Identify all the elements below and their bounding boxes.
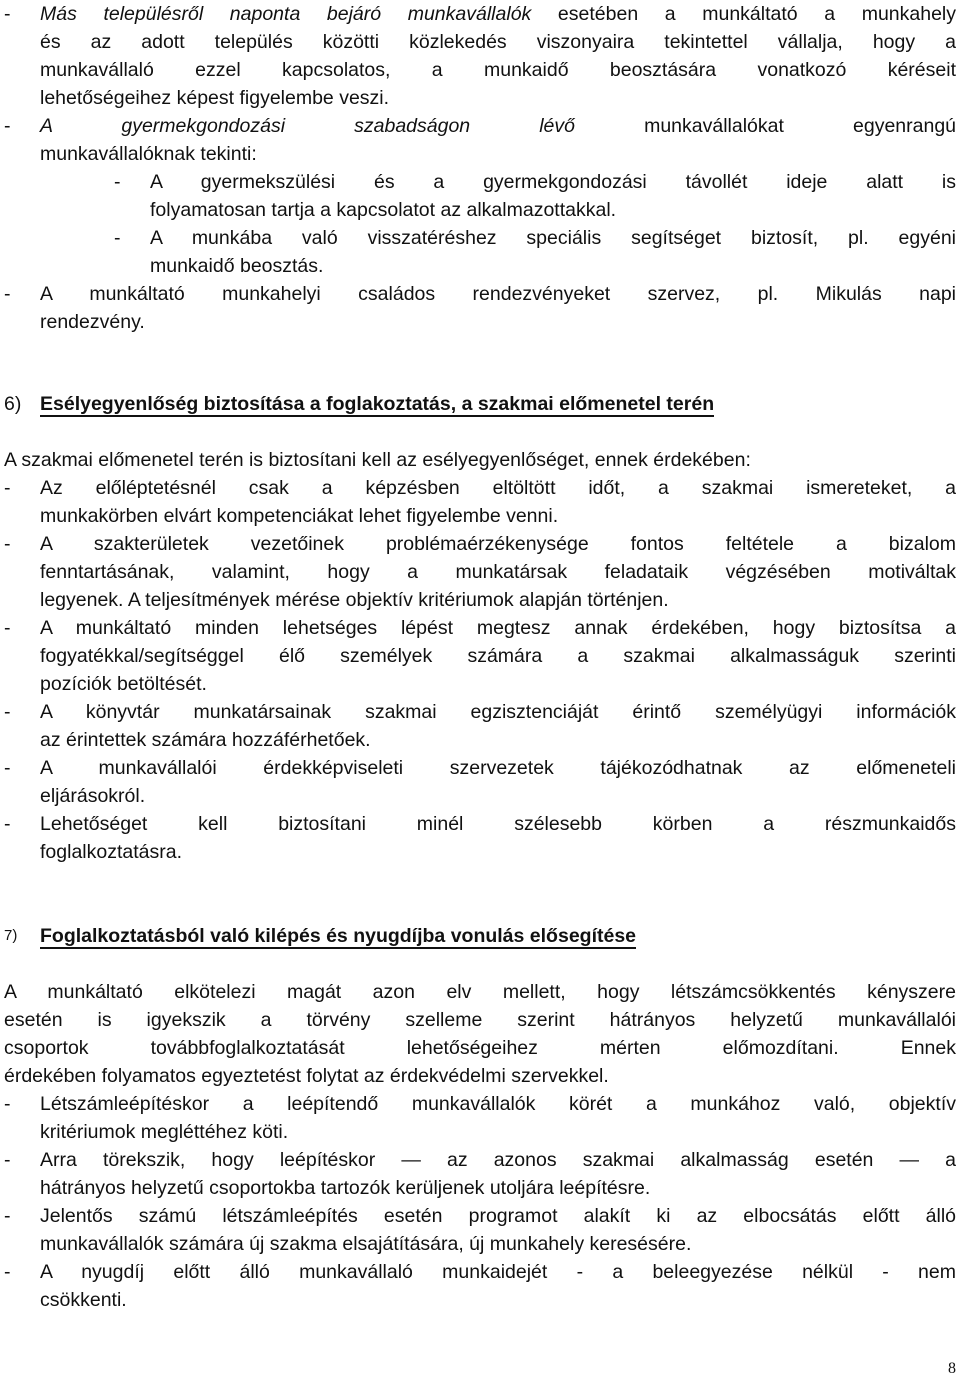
italic-phrase: Más településről naponta bejáró munkavállalók [40, 3, 532, 25]
sub-list-item [4, 224, 956, 252]
list-item [4, 112, 956, 140]
list-item [4, 530, 956, 558]
text-line: munkavállaló ezzel kapcsolatos, a munkaidő beosztására vonatkozó kéréseit [40, 59, 956, 81]
list-item [4, 1202, 956, 1230]
text-line: munkavállalókat egyenrangú [644, 115, 957, 137]
bullet-dash: - [4, 1149, 11, 1171]
text-line [4, 1174, 956, 1202]
bullet-dash: - [4, 701, 11, 723]
bullet-dash: - [4, 3, 11, 25]
text-line [4, 1286, 956, 1314]
list-item [4, 474, 956, 502]
list-item [4, 698, 956, 726]
text-line [4, 558, 956, 586]
text-line: érdekében folyamatos egyeztetést folytat az érdekvédelmi szervekkel. [4, 1065, 609, 1087]
bullet-dash: - [4, 617, 11, 639]
text-line: A munkáltató minden lehetséges lépést megtesz annak érdekében, hogy biztosítsa a [40, 617, 956, 639]
text-line: és az adott település közötti közlekedés viszonyaira tekintettel vállalja, hogy a [40, 31, 956, 53]
text-line: A gyermekszülési és a gyermekgondozási távollét ideje alatt is [150, 171, 956, 193]
text-line: folyamatosan tartja a kapcsolatot az alkalmazottakkal. [150, 199, 617, 221]
text-line: A munkavállalói érdekképviseleti szervezetek tájékozódhatnak az előmeneteli [40, 757, 956, 779]
text-line: munkakörben elvárt kompetenciákat lehet figyelembe venni. [40, 505, 559, 527]
text-line: A munkába való visszatéréshez speciális segítséget biztosít, pl. egyéni [150, 227, 956, 249]
text-line: esetében a munkáltató a munkahely [557, 3, 956, 25]
text-line [4, 670, 956, 698]
bullet-dash: - [4, 477, 11, 499]
text-line: A nyugdíj előtt álló munkavállaló munkaidejét - a beleegyezése nélkül - nem [40, 1261, 956, 1283]
text-line: Arra törekszik, hogy leépítéskor — az azonos szakmai alkalmasság esetén — a [40, 1149, 956, 1171]
text-line [4, 726, 956, 754]
bullet-dash: - [4, 1205, 11, 1227]
list-item [4, 1146, 956, 1174]
text-line: esetén is igyekszik a törvény szelleme szerint hátrányos helyzetű munkavállalói [4, 1009, 956, 1031]
list-item [4, 1090, 956, 1118]
text-line: A munkáltató munkahelyi családos rendezvényeket szervez, pl. Mikulás napi [40, 283, 956, 305]
text-line: fogyatékkal/segítséggel élő személyek számára a szakmai alkalmasságuk szerinti [40, 645, 956, 667]
text-line: Az előléptetésnél csak a képzésben eltöltött időt, a szakmai ismereteket, a [40, 477, 956, 499]
bullet-dash: - [4, 533, 11, 555]
text-line: foglalkoztatásra. [40, 841, 182, 863]
page-number: 8 [948, 1360, 956, 1377]
text-line: legyenek. A teljesítmények mérése objektív kritériumok alapján történjen. [40, 589, 669, 611]
list-item [4, 0, 956, 28]
italic-phrase: A gyermekgondozási szabadságon lévő [40, 115, 575, 137]
section-number: 7) [4, 927, 18, 944]
text-line: eljárásokról. [40, 785, 146, 807]
text-line: A könyvtár munkatársainak szakmai egzisztenciáját érintő személyügyi információk [40, 701, 956, 723]
bullet-dash: - [114, 171, 121, 193]
text-line: Jelentős számú létszámleépítés esetén programot alakít ki az elbocsátás előtt álló [40, 1205, 956, 1227]
list-item [4, 1258, 956, 1286]
text-line [4, 586, 956, 614]
section-title: Foglalkoztatásból való kilépés és nyugdíjba vonulás elősegítése [40, 925, 637, 947]
list-item [4, 810, 956, 838]
text-line [4, 1118, 956, 1146]
bullet-dash: - [4, 813, 11, 835]
text-line: A munkáltató elkötelezi magát azon elv mellett, hogy létszámcsökkentés kényszere [4, 981, 956, 1003]
text-line: munkavállalók számára új szakma elsajátítására, új munkahely keresésére. [40, 1233, 692, 1255]
sub-list-item [4, 168, 956, 196]
text-line: rendezvény. [40, 311, 145, 333]
text-line [4, 838, 956, 866]
bullet-dash: - [4, 283, 11, 305]
section-heading [4, 922, 956, 950]
text-line: az érintettek számára hozzáférhetőek. [40, 729, 371, 751]
text-line: lehetőségeihez képest figyelembe veszi. [40, 87, 390, 109]
text-line [4, 502, 956, 530]
text-line: fenntartásának, valamint, hogy a munkatársak feladataik végzésében motiváltak [40, 561, 956, 583]
text-line [4, 782, 956, 810]
paragraph-intro: A szakmai előmenetel terén is biztosítani kell az esélyegyenlőséget, ennek érdekében: [4, 449, 751, 471]
text-line: pozíciók betöltését. [40, 673, 207, 695]
text-line: csökkenti. [40, 1289, 127, 1311]
section-number: 6) [4, 393, 22, 415]
text-line: munkaidő beosztás. [150, 255, 324, 277]
text-line: Létszámleépítéskor a leépítendő munkavállalók körét a munkához való, objektív [40, 1093, 956, 1115]
bullet-dash: - [114, 227, 121, 249]
text-line: A szakterületek vezetőinek problémaérzékenysége fontos feltétele a bizalom [40, 533, 956, 555]
text-line: Lehetőséget kell biztosítani minél szélesebb körben a részmunkaidős [40, 813, 956, 835]
bullet-dash: - [4, 1261, 11, 1283]
bullet-dash: - [4, 1093, 11, 1115]
bullet-dash: - [4, 757, 11, 779]
list-item [4, 280, 956, 308]
section-title: Esélyegyenlőség biztosítása a foglakoztatás, a szakmai előmenetel terén [40, 393, 715, 415]
text-line: hátrányos helyzetű csoportokba tartozók kerüljenek utoljára leépítésre. [40, 1177, 651, 1199]
section-heading [4, 390, 956, 418]
list-item [4, 614, 956, 642]
text-line: kritériumok megléttéhez köti. [40, 1121, 289, 1143]
text-line [4, 642, 956, 670]
text-line: munkavállalóknak tekinti: [40, 143, 257, 165]
text-line [4, 1230, 956, 1258]
bullet-dash: - [4, 115, 11, 137]
text-line: csoportok továbbfoglalkoztatását lehetőségeihez mérten előmozdítani. Ennek [4, 1037, 956, 1059]
list-item [4, 754, 956, 782]
